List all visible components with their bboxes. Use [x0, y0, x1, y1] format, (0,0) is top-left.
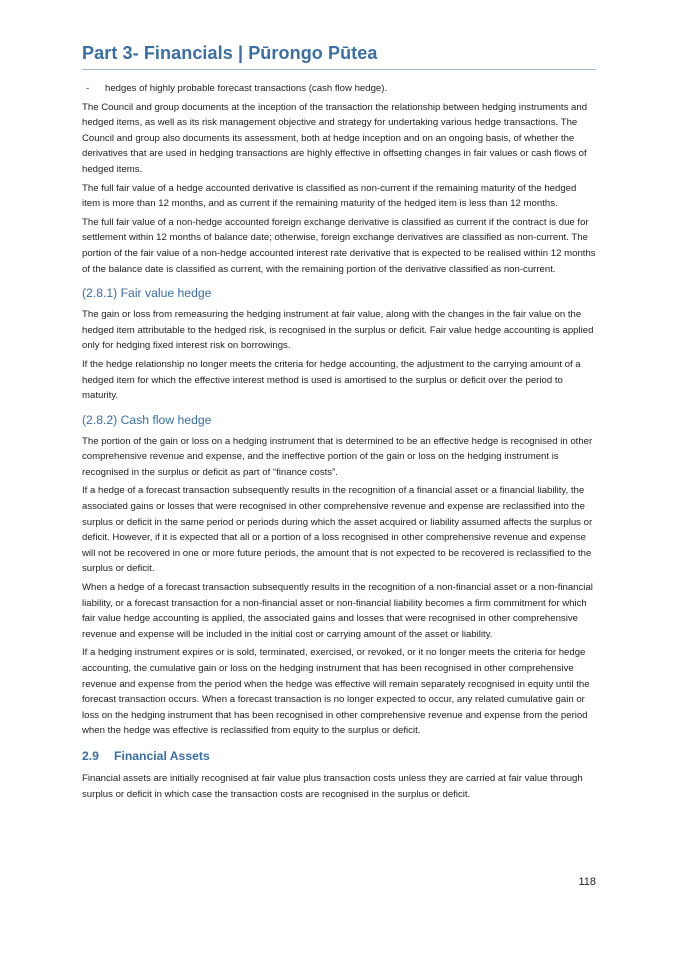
fair-value-hedge-heading: (2.8.1) Fair value hedge — [82, 286, 212, 301]
cash-flow-paragraph-3: When a hedge of a forecast transaction subsequently results in the recognition of a non-financial asset or a non-financial liability, or a forecast transaction for a non-financial asset or non-financial liability becomes a firm commitment for which fair value hedge accounting is applied, the associated gains and losses that were recognised in other comprehensive revenue and expense will be included in the initial cost or carrying amount of the asset or liability. — [82, 582, 593, 640]
header-rule — [82, 69, 596, 70]
cash-flow-paragraph-1: The portion of the gain or loss on a hedging instrument that is determined to be an effective hedge is recognised in other comprehensive revenue and expense, and the ineffective portion of the gain or loss on the hedging instrument is recognised in the surplus or deficit as part of “finance costs”. — [82, 435, 593, 478]
document-body — [82, 81, 596, 805]
fair-value-paragraph-2: If the hedge relationship no longer meets the criteria for hedge accounting, the adjustment to the carrying amount of a hedged item for which the effective interest method is used is amortised to the surplus or deficit over the period to maturity. — [82, 358, 581, 402]
page-header — [82, 40, 596, 70]
bullet-text: hedges of highly probable forecast transactions (cash flow hedge). — [105, 83, 388, 94]
intro-paragraph-3: The full fair value of a non-hedge accounted foreign exchange derivative is classified as current if the contract is due for settlement within 12 months of balance date; otherwise, foreign exchange derivatives are classified as non-current. The portion of the fair value of a non-hedge accounted interest rate derivative that is expected to be realised within 12 months of the balance date is classified as current, with the remaining portion of the derivative classified as non-current. — [82, 216, 596, 275]
fair-value-paragraph-1: The gain or loss from remeasuring the hedging instrument at fair value, along with the changes in the fair value on the hedged item attributable to the hedged risk, is recognised in the surplus or deficit. Fair value hedge accounting is applied only for hedging fixed interest risk on borrowings. — [82, 309, 594, 352]
intro-paragraph-2: The full fair value of a hedge accounted derivative is classified as non-current if the remaining maturity of the hedged item is more than 12 months, and as current if the remaining maturity of the hedged item is less than 12 months. — [82, 182, 577, 210]
bullet-dash: - — [86, 83, 90, 94]
cash-flow-paragraph-2: If a hedge of a forecast transaction subsequently results in the recognition of a financial asset or a financial liability, the associated gains or losses that were recognised in other comprehensive revenue and expense are reclassified into the surplus or deficit in the same period or periods during which the asset acquired or liability assumed affects the surplus or deficit. However, if it is expected that all or a portion of a loss recognised in other comprehensive revenue and expense will not be recovered in one or more future periods, the amount that is not expected to be recovered is reclassified to the surplus or deficit. — [82, 485, 593, 575]
intro-paragraph-1: The Council and group documents at the inception of the transaction the relationship between hedging instruments and hedged items, as well as its risk management objective and strategy for undertaking various hedge transactions. The Council and group also documents its assessment, both at hedge inception and on an ongoing basis, of whether the derivatives that are used in hedging transactions are highly effective in offsetting changes in fair values or cash flows of hedged items. — [82, 101, 588, 175]
financial-assets-paragraph: Financial assets are initially recognised at fair value plus transaction costs unless they are carried at fair value through surplus or deficit in which case the transaction costs are recognised in the surplus or deficit. — [82, 772, 583, 800]
section-number: 2.9 — [82, 748, 99, 763]
page-title: Part 3- Financials | Pūrongo Pūtea — [82, 43, 378, 63]
cash-flow-paragraph-4: If a hedging instrument expires or is sold, terminated, exercised, or revoked, or it no longer meets the criteria for hedge accounting, the cumulative gain or loss on the hedging instrument that has been recognised in other comprehensive revenue and expense from the period when the hedge was effective will remain separately recognised in equity until the forecast transaction occurs. When a forecast transaction is no longer expected to occur, any related cumulative gain or loss on the hedging instrument that has been recognised in other comprehensive revenue and expense from the period when the hedge was effective is reclassified from equity to the surplus or deficit. — [82, 647, 590, 737]
bullet-item — [82, 81, 596, 97]
financial-assets-heading — [82, 748, 596, 764]
cash-flow-hedge-heading: (2.8.2) Cash flow hedge — [82, 412, 212, 427]
section-title: Financial Assets — [114, 748, 210, 763]
page-number: 118 — [578, 876, 596, 888]
